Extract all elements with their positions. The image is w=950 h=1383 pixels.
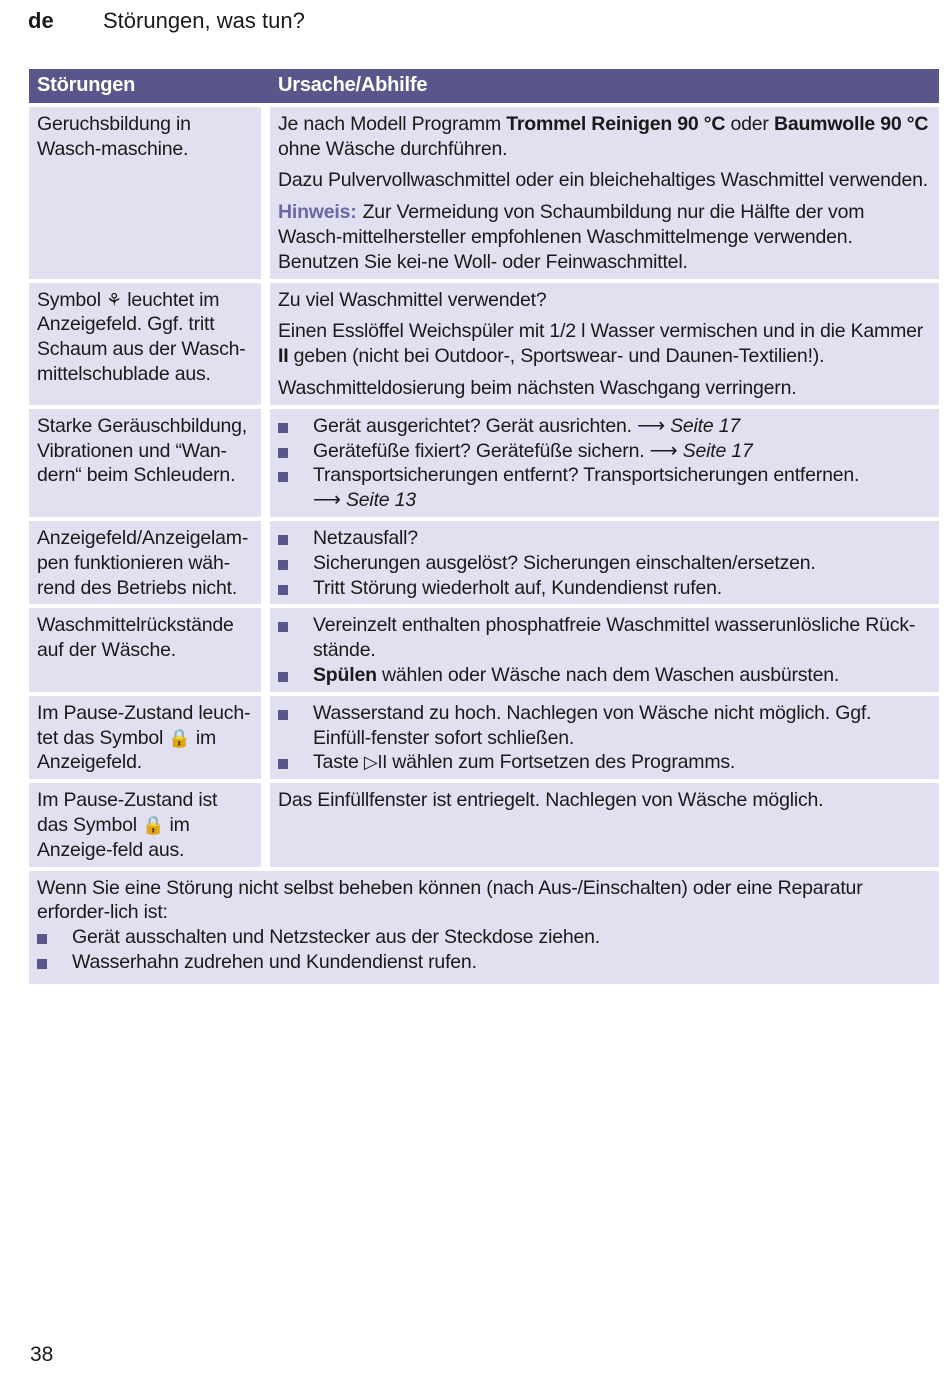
arrow-right-icon: ⟶	[637, 414, 665, 437]
remedy-paragraph: Waschmitteldosierung beim nächsten Waschgang verringern.	[278, 376, 797, 399]
foam-symbol-icon: ⚘	[106, 289, 122, 310]
page-reference[interactable]: Seite 13	[345, 489, 416, 512]
table-row	[29, 107, 939, 279]
list-item: Gerät ausschalten und Netzstecker aus der Steckdose ziehen.	[37, 925, 931, 950]
remedy-paragraph: Je nach Modell Programm Trommel Reinigen 90 °C oder Baumwolle 90 °C ohne Wäsche durchführen.	[278, 112, 929, 160]
remedy-cell	[270, 107, 939, 279]
problem-cell: Im Pause-Zustand ist das Symbol 🔒 im Anzeige-feld aus.	[29, 783, 270, 866]
remedy-list	[278, 414, 933, 513]
list-item: Sicherungen ausgelöst? Sicherungen einschalten/ersetzen.	[278, 551, 933, 576]
remedy-cell	[270, 608, 939, 691]
arrow-right-icon: ⟶	[313, 489, 341, 512]
remedy-paragraph: Dazu Pulvervollwaschmittel oder ein bleichehaltiges Waschmittel verwenden.	[278, 169, 928, 192]
problem-cell: Anzeigefeld/Anzeigelam-pen funktionieren wäh-rend des Betriebs nicht.	[29, 521, 270, 604]
hint-paragraph	[278, 200, 933, 274]
arrow-right-icon: ⟶	[649, 439, 678, 462]
column-header-causes: Ursache/Abhilfe	[270, 69, 939, 103]
table-row	[29, 521, 939, 604]
list-item: Transportsicherungen entfernt? Transportsicherungen entfernen. ⟶ Seite 13	[278, 463, 933, 513]
page-header	[28, 8, 305, 34]
table-row	[29, 283, 939, 405]
list-item: Wasserstand zu hoch. Nachlegen von Wäsche nicht möglich. Ggf. Einfüll-fenster sofort schließen.	[278, 701, 933, 751]
page-reference[interactable]: Seite 17	[670, 414, 741, 437]
table-row	[29, 696, 939, 779]
list-item: Spülen wählen oder Wäsche nach dem Waschen ausbürsten.	[278, 663, 933, 688]
page-reference[interactable]: Seite 17	[682, 439, 753, 462]
page-title: Störungen, was tun?	[103, 8, 305, 33]
page-number: 38	[30, 1343, 54, 1366]
list-item: Wasserhahn zudrehen und Kundendienst rufen.	[37, 950, 931, 975]
problem-cell: Geruchsbildung in Wasch-maschine.	[29, 107, 270, 279]
remedy-list	[278, 526, 933, 600]
problem-cell: Symbol ⚘ leuchtet im Anzeigefeld. Ggf. tritt Schaum aus der Wasch-mittelschublade aus.	[29, 283, 270, 405]
list-item: Tritt Störung wiederholt auf, Kundendienst rufen.	[278, 576, 933, 601]
door-lock-icon: 🔒	[168, 727, 191, 748]
remedy-paragraph: Zu viel Waschmittel verwendet?	[278, 288, 547, 311]
remedy-paragraph: Das Einfüllfenster ist entriegelt. Nachlegen von Wäsche möglich.	[278, 789, 824, 812]
column-header-problems: Störungen	[29, 69, 270, 103]
footer-cell	[29, 871, 939, 984]
remedy-list	[278, 613, 933, 687]
troubleshooting-table	[29, 65, 939, 988]
table-row	[29, 783, 939, 866]
list-item: Vereinzelt enthalten phosphatfreie Waschmittel wasserunlösliche Rück-stände.	[278, 613, 933, 663]
language-code: de	[28, 8, 54, 33]
hint-text: Zur Vermeidung von Schaumbildung nur die Hälfte der vom Wasch-mittelhersteller empfohlenen Waschmittelmenge verwenden. Benutzen Sie kei-ne Woll- oder Feinwaschmittel.	[278, 201, 865, 273]
hint-label: Hinweis:	[278, 201, 357, 224]
list-item: Gerätefüße fixiert? Gerätefüße sichern. ⟶ Seite 17	[278, 439, 933, 464]
list-item: Gerät ausgerichtet? Gerät ausrichten. ⟶ Seite 17	[278, 414, 933, 439]
start-pause-icon: ▷II	[363, 752, 388, 773]
remedy-list	[278, 701, 933, 775]
table-footer-row	[29, 871, 939, 984]
problem-cell: Im Pause-Zustand leuch-tet das Symbol 🔒 im Anzeigefeld.	[29, 696, 270, 779]
remedy-cell	[270, 783, 939, 866]
remedy-cell	[270, 409, 939, 517]
table-header-row	[29, 69, 939, 103]
problem-cell: Waschmittelrückstände auf der Wäsche.	[29, 608, 270, 691]
list-item: Taste ▷II wählen zum Fortsetzen des Programms.	[278, 750, 933, 775]
footer-text: Wenn Sie eine Störung nicht selbst beheben können (nach Aus-/Einschalten) oder eine Reparatur erforder-lich ist:	[37, 876, 863, 924]
remedy-cell	[270, 283, 939, 405]
table-row	[29, 608, 939, 691]
list-item: Netzausfall?	[278, 526, 933, 551]
remedy-cell	[270, 521, 939, 604]
remedy-cell	[270, 696, 939, 779]
footer-list	[37, 925, 931, 975]
remedy-paragraph: Einen Esslöffel Weichspüler mit 1/2 l Wasser vermischen und in die Kammer II geben (nicht bei Outdoor-, Sportswear- und Daunen-Textilien!).	[278, 320, 924, 368]
problem-cell: Starke Geräuschbildung, Vibrationen und “Wan-dern“ beim Schleudern.	[29, 409, 270, 517]
table-row	[29, 409, 939, 517]
door-lock-icon: 🔒	[142, 814, 165, 835]
